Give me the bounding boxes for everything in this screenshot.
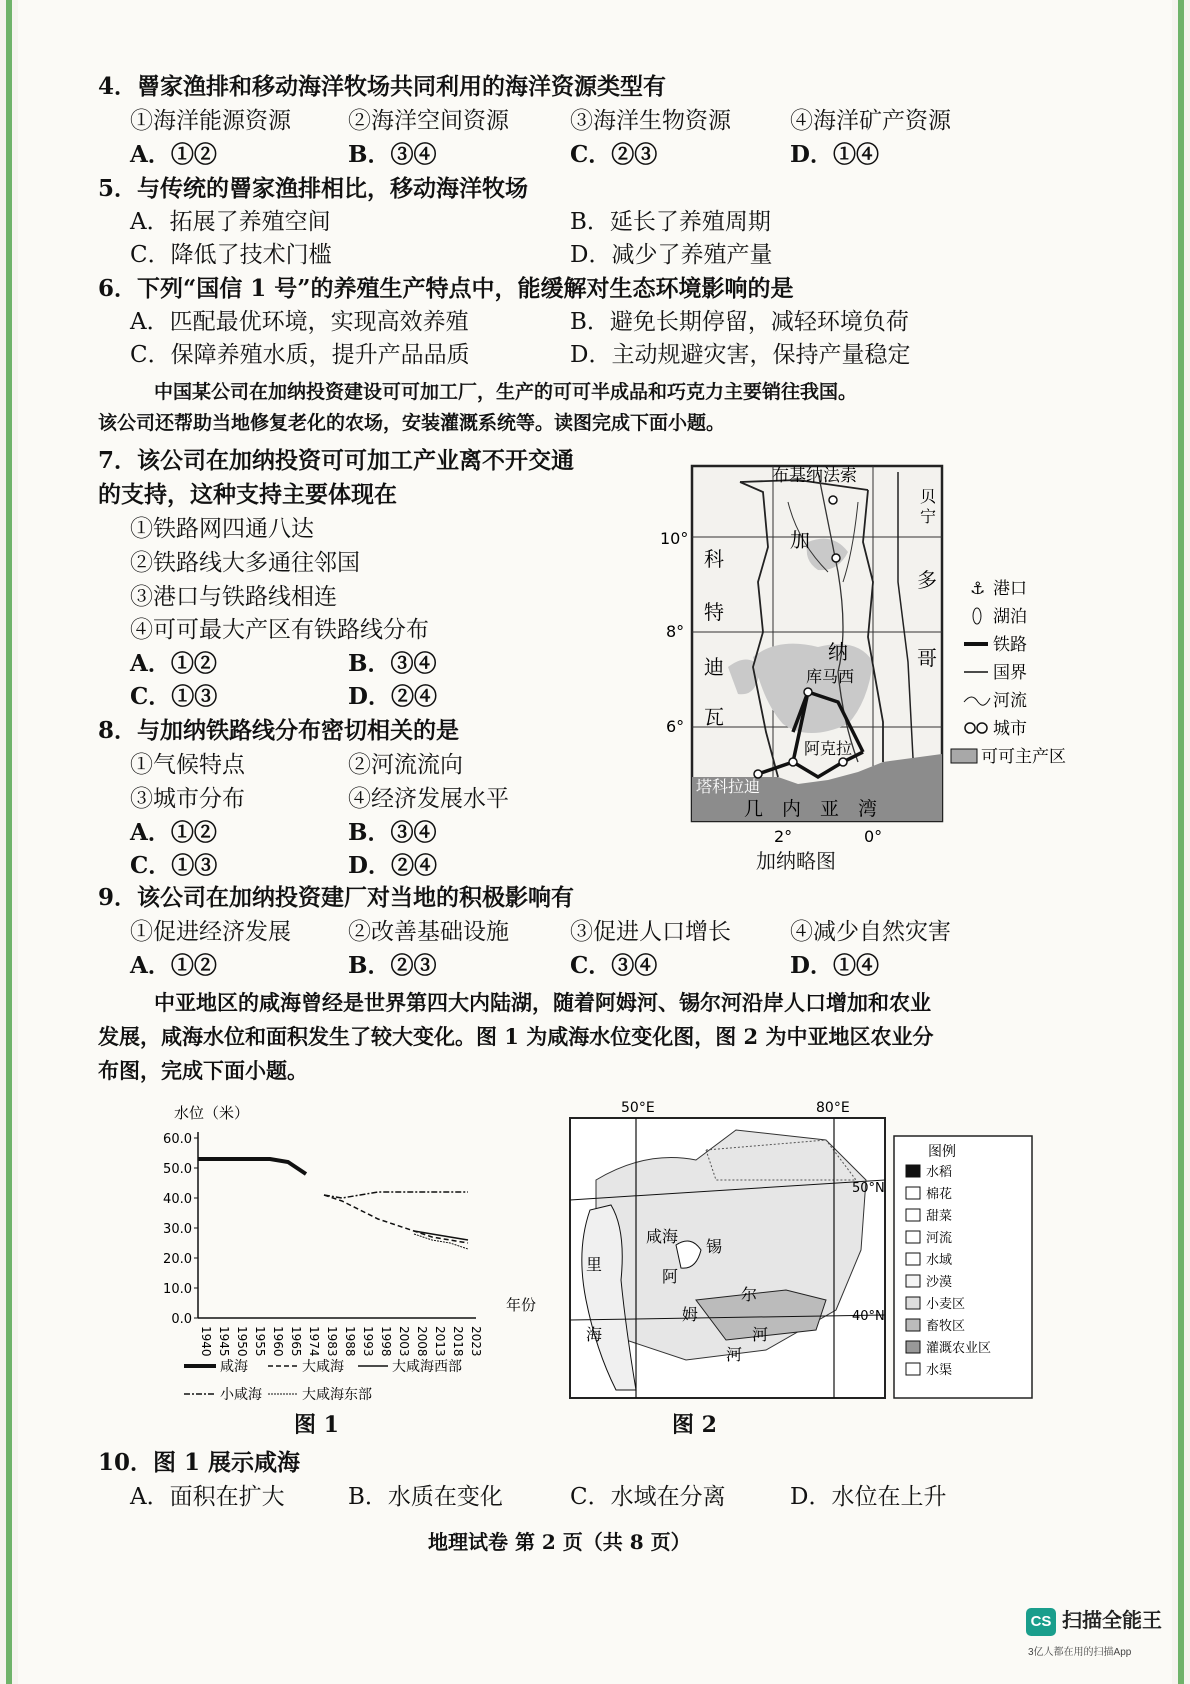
chart-ylabel: 水位（米）	[174, 1104, 250, 1122]
passage2-line2: 发展，咸海水位和面积发生了较大变化。图 1 为咸海水位变化图，图 2 为中亚地区农业分	[98, 1024, 934, 1049]
passage2-line1: 中亚地区的咸海曾经是世界第四大内陆湖，随着阿姆河、锡尔河沿岸人口增加和农业	[154, 990, 931, 1015]
asia-legend-swatch-5	[906, 1253, 920, 1265]
legend-big-west: 大咸海西部	[392, 1359, 462, 1375]
label-civ-1: 科	[704, 547, 724, 571]
q4-choice-b: B．③④	[348, 141, 437, 168]
aral-water-level-chart	[148, 1100, 568, 1410]
q7-choice-b: B．③④	[348, 650, 437, 677]
asia-legend-swatch-9	[906, 1341, 920, 1353]
asia-legend-swatch-3	[906, 1209, 920, 1221]
label-gulf: 几 内 亚 湾	[744, 798, 878, 820]
legend-city: 城市	[993, 719, 1027, 739]
label-he-2: 河	[752, 1325, 769, 1344]
label-lat-8: 8°	[666, 622, 685, 641]
asia-legend-label-6: 沙漠	[926, 1275, 953, 1290]
x-tick-label: 1993	[361, 1326, 375, 1357]
asia-legend-label-5: 水域	[926, 1253, 953, 1268]
legend-cocoa-icon	[951, 749, 977, 763]
q10-choice-b: B．水质在变化	[348, 1484, 503, 1510]
asia-legend-label-1: 水稻	[926, 1165, 953, 1180]
legend-big-aral: 大咸海	[302, 1359, 344, 1375]
asia-legend-label-7: 小麦区	[926, 1297, 966, 1312]
scanner-logo: CS	[1026, 1608, 1056, 1636]
q5-choice-a: A．拓展了养殖空间	[130, 209, 331, 235]
x-tick-label: 1955	[253, 1326, 267, 1357]
q4-choice-d: D．①④	[790, 141, 879, 168]
q8-choice-c: C．①③	[130, 852, 218, 879]
x-tick-label: 2013	[433, 1326, 447, 1357]
label-benin-2: 宁	[920, 507, 937, 526]
y-tick-label: 10.0	[163, 1282, 192, 1297]
legend-small-aral: 小咸海	[220, 1387, 262, 1403]
page-footer: 地理试卷 第 2 页（共 8 页）	[428, 1530, 691, 1554]
label-benin-1: 贝	[920, 487, 937, 506]
chart-series	[198, 1159, 468, 1249]
q6-choice-c: C．保障养殖水质，提升产品品质	[130, 342, 470, 368]
chart-xlabel: 年份	[506, 1296, 537, 1314]
asia-legend-label-2: 棉花	[926, 1187, 953, 1202]
label-caspian-2: 海	[586, 1325, 603, 1344]
label-accra: 阿克拉	[804, 739, 853, 758]
label-ghana-2: 纳	[828, 640, 848, 664]
series-line-4	[324, 1192, 468, 1198]
y-tick-label: 20.0	[163, 1252, 192, 1267]
scanner-brand: 扫描全能王	[1062, 1610, 1162, 1632]
asia-legend-label-8: 畜牧区	[926, 1319, 966, 1334]
legend-cocoa: 可可主产区	[981, 747, 1066, 767]
x-tick-label: 2008	[415, 1326, 429, 1357]
legend-river-icon	[964, 697, 990, 705]
x-tick-label: 1940	[199, 1326, 213, 1357]
q9-choice-c: C．③④	[570, 952, 658, 979]
label-lat-10: 10°	[660, 529, 689, 548]
asia-legend-swatch-1	[906, 1165, 920, 1177]
label-amu-1: 阿	[662, 1267, 679, 1286]
legend-lake: 湖泊	[993, 607, 1027, 627]
asia-legend-label-10: 水渠	[926, 1363, 953, 1378]
label-he-1: 河	[726, 1345, 743, 1364]
label-togo-1: 多	[917, 568, 937, 592]
q9-option-4: ④减少自然灾害	[790, 919, 951, 945]
q10-choice-c: C．水域在分离	[570, 1484, 726, 1510]
x-tick-label: 2003	[397, 1326, 411, 1357]
q9-choice-d: D．①④	[790, 952, 879, 979]
label-takoradi: 塔科拉迪	[696, 777, 761, 796]
asia-legend-swatch-8	[906, 1319, 920, 1331]
scanner-tagline: 3亿人都在用的扫描App	[1028, 1647, 1132, 1658]
asia-legend-label-4: 河流	[926, 1231, 953, 1246]
label-togo-2: 哥	[917, 646, 937, 670]
x-tick-label: 1998	[379, 1326, 393, 1357]
label-civ-4: 瓦	[704, 705, 724, 729]
chart-x-axis	[198, 1318, 483, 1357]
x-tick-label: 2023	[469, 1326, 483, 1357]
q7-option-2: ②铁路线大多通往邻国	[130, 550, 360, 576]
q9-option-3: ③促进人口增长	[570, 919, 731, 945]
label-ghana-1: 加	[790, 528, 810, 552]
label-lon-0: 0°	[864, 827, 883, 846]
q7-stem-line1: 7．该公司在加纳投资可可加工产业离不开交通	[98, 447, 575, 474]
label-syr: 锡	[706, 1237, 723, 1256]
y-tick-label: 50.0	[163, 1162, 192, 1177]
label-lon-2: 2°	[774, 827, 793, 846]
q9-choice-a: A．①②	[130, 952, 217, 979]
figure1-caption: 图 1	[294, 1412, 339, 1438]
x-tick-label: 1965	[289, 1326, 303, 1357]
q10-stem: 10．图 1 展示咸海	[98, 1449, 301, 1476]
legend-aral: 咸海	[220, 1359, 248, 1375]
asia-legend-label-3: 甜菜	[926, 1209, 953, 1224]
asia-legend-swatch-6	[906, 1275, 920, 1287]
q6-choice-a: A．匹配最优环境，实现高效养殖	[130, 309, 469, 335]
legend-big-east: 大咸海东部	[302, 1387, 372, 1403]
y-tick-label: 0.0	[171, 1312, 192, 1327]
label-caspian-1: 里	[586, 1255, 603, 1274]
y-tick-label: 40.0	[163, 1192, 192, 1207]
x-tick-label: 2018	[451, 1326, 465, 1357]
chart-y-axis	[163, 1132, 198, 1327]
q6-choice-b: B．避免长期停留，减轻环境负荷	[570, 309, 909, 335]
q5-choice-d: D．减少了养殖产量	[570, 242, 773, 268]
x-tick-label: 1950	[235, 1326, 249, 1357]
legend-river: 河流	[993, 691, 1027, 711]
q7-choice-c: C．①③	[130, 683, 218, 710]
label-syr-2: 尔	[741, 1285, 758, 1304]
q8-option-3: ③城市分布	[130, 786, 245, 812]
passage1-line2: 该公司还帮助当地修复老化的农场，安装灌溉系统等。读图完成下面小题。	[98, 412, 726, 434]
q9-option-1: ①促进经济发展	[130, 919, 291, 945]
q8-option-2: ②河流流向	[348, 752, 463, 778]
label-amu-2: 姆	[682, 1305, 699, 1324]
label-lat-50n: 50°N	[852, 1181, 885, 1196]
legend-port-icon: ⚓	[970, 579, 986, 599]
q6-stem: 6．下列“国信 1 号”的养殖生产特点中，能缓解对生态环境影响的是	[98, 275, 794, 302]
series-line-3	[414, 1231, 468, 1240]
label-lon-80e: 80°E	[816, 1100, 850, 1116]
q7-option-4: ④可可最大产区有铁路线分布	[130, 617, 429, 643]
q9-option-2: ②改善基础设施	[348, 919, 509, 945]
ghana-map-caption: 加纳略图	[756, 849, 836, 873]
q4-option-1: ①海洋能源资源	[130, 108, 291, 134]
y-tick-label: 30.0	[163, 1222, 192, 1237]
y-tick-label: 60.0	[163, 1132, 192, 1147]
x-tick-label: 1983	[325, 1326, 339, 1357]
label-civ-3: 迪	[704, 655, 724, 679]
q7-option-1: ①铁路网四通八达	[130, 516, 314, 542]
legend-rail: 铁路	[993, 635, 1027, 655]
q7-choice-d: D．②④	[348, 683, 437, 710]
q5-choice-c: C．降低了技术门槛	[130, 242, 332, 268]
passage1-line1: 中国某公司在加纳投资建设可可加工厂，生产的可可半成品和巧克力主要销往我国。	[154, 381, 858, 403]
exam-page	[18, 0, 1172, 1684]
q7-choice-a: A．①②	[130, 650, 217, 677]
legend-port: 港口	[993, 579, 1027, 599]
q8-choice-b: B．③④	[348, 819, 437, 846]
legend-lake-icon	[973, 608, 981, 624]
q9-stem: 9．该公司在加纳投资建厂对当地的积极影响有	[98, 884, 575, 911]
label-lon-50e: 50°E	[621, 1100, 655, 1116]
asia-legend-swatch-2	[906, 1187, 920, 1199]
q8-choice-a: A．①②	[130, 819, 217, 846]
figure2-caption: 图 2	[672, 1412, 717, 1438]
q5-choice-b: B．延长了养殖周期	[570, 209, 771, 235]
q7-option-3: ③港口与铁路线相连	[130, 584, 337, 610]
x-tick-label: 1974	[307, 1326, 321, 1357]
q4-choice-a: A．①②	[130, 141, 217, 168]
q6-choice-d: D．主动规避灾害，保持产量稳定	[570, 342, 911, 368]
asia-legend-title: 图例	[928, 1144, 956, 1160]
ghana-map	[660, 462, 1118, 882]
q4-choice-c: C．②③	[570, 141, 658, 168]
q4-stem: 4．罾家渔排和移动海洋牧场共同利用的海洋资源类型有	[98, 73, 667, 100]
label-burkina: 布基纳法索	[772, 466, 857, 486]
label-lat-6: 6°	[666, 717, 685, 736]
q5-stem: 5．与传统的罾家渔排相比，移动海洋牧场	[98, 175, 529, 202]
label-aral: 咸海	[646, 1227, 679, 1246]
x-tick-label: 1960	[271, 1326, 285, 1357]
x-tick-label: 1945	[217, 1326, 231, 1357]
q8-choice-d: D．②④	[348, 852, 437, 879]
central-asia-agriculture-map	[566, 1100, 1036, 1400]
series-line-1	[198, 1159, 306, 1174]
label-lat-40n: 40°N	[852, 1309, 885, 1324]
legend-border: 国界	[993, 663, 1027, 683]
q10-choice-d: D．水位在上升	[790, 1484, 947, 1510]
q10-choice-a: A．面积在扩大	[130, 1484, 285, 1510]
q8-option-4: ④经济发展水平	[348, 786, 509, 812]
passage2-line3: 布图，完成下面小题。	[98, 1058, 308, 1083]
q4-option-4: ④海洋矿产资源	[790, 108, 951, 134]
q4-option-3: ③海洋生物资源	[570, 108, 731, 134]
q4-option-2: ②海洋空间资源	[348, 108, 509, 134]
asia-legend-label-9: 灌溉农业区	[926, 1341, 992, 1356]
label-kumasi: 库马西	[806, 667, 855, 686]
x-tick-label: 1988	[343, 1326, 357, 1357]
q8-stem: 8．与加纳铁路线分布密切相关的是	[98, 717, 460, 744]
label-civ-2: 特	[704, 600, 724, 624]
q7-stem-line2: 的支持，这种支持主要体现在	[98, 481, 397, 508]
legend-city-icon	[965, 723, 975, 733]
q8-option-1: ①气候特点	[130, 752, 245, 778]
asia-legend-swatch-7	[906, 1297, 920, 1309]
q9-choice-b: B．②③	[348, 952, 437, 979]
